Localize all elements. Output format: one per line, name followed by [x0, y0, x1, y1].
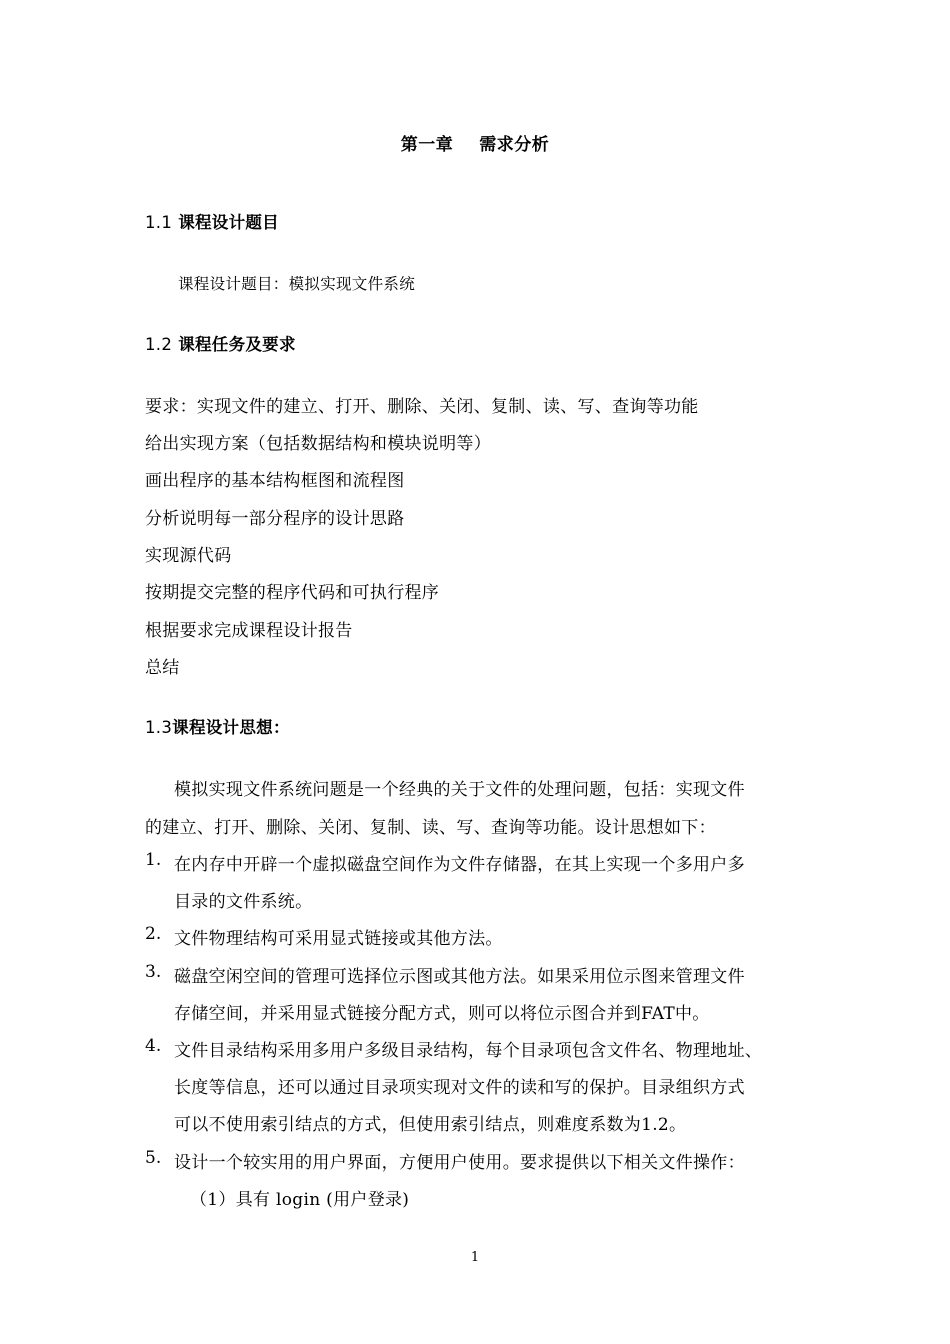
list-item-line: 磁盘空闲空间的管理可选择位示图或其他方法。如果采用位示图来管理文件 [174, 967, 745, 987]
paragraph-line: 模拟实现文件系统问题是一个经典的关于文件的处理问题，包括：实现文件 [174, 780, 745, 800]
list-item: 按期提交完整的程序代码和可执行程序 [145, 583, 440, 603]
list-number: 4. [145, 1036, 162, 1056]
list-item-line: 可以不使用索引结点的方式，但使用索引结点，则难度系数为1.2。 [174, 1115, 687, 1135]
chapter-name: 需求分析 [479, 135, 550, 155]
list-number: 1. [145, 850, 162, 870]
list-item: 要求：实现文件的建立、打开、删除、关闭、复制、读、写、查询等功能 [145, 397, 699, 417]
list-item-line: 目录的文件系统。 [174, 892, 313, 912]
list-item: 实现源代码 [145, 546, 232, 566]
section-title: 课程设计思想： [172, 718, 290, 737]
list-item: 给出实现方案（包括数据结构和模块说明等） [145, 434, 491, 454]
list-number: 5. [145, 1148, 162, 1168]
list-item-line: 文件物理结构可采用显式链接或其他方法。 [174, 929, 503, 949]
list-item-line: 存储空间，并采用显式链接分配方式，则可以将位示图合并到FAT中。 [174, 1004, 710, 1024]
list-item: 画出程序的基本结构框图和流程图 [145, 471, 405, 491]
section-heading-1-1 [145, 209, 279, 233]
section-title: 课程设计题目 [178, 213, 279, 232]
page-number: 1 [470, 1250, 480, 1265]
list-item-line: 在内存中开辟一个虚拟磁盘空间作为文件存储器，在其上实现一个多用户多 [174, 855, 745, 875]
chapter-title [0, 130, 950, 155]
list-item: 总结 [145, 658, 180, 678]
section-number: 1.1 [145, 213, 173, 232]
sub-list-item: （1）具有 login (用户登录) [190, 1190, 410, 1210]
list-item: 根据要求完成课程设计报告 [145, 621, 353, 641]
list-number: 2. [145, 924, 162, 944]
list-item-line: 设计一个较实用的用户界面，方便用户使用。要求提供以下相关文件操作： [174, 1153, 745, 1173]
section-title: 课程任务及要求 [178, 335, 296, 354]
list-item-line: 长度等信息，还可以通过目录项实现对文件的读和写的保护。目录组织方式 [174, 1078, 745, 1098]
paragraph-line: 的建立、打开、删除、关闭、复制、读、写、查询等功能。设计思想如下： [145, 818, 716, 838]
paragraph: 课程设计题目：模拟实现文件系统 [178, 275, 416, 293]
section-heading-1-2 [145, 331, 296, 355]
section-heading-1-3 [145, 714, 290, 738]
list-item: 分析说明每一部分程序的设计思路 [145, 509, 405, 529]
list-item-line: 文件目录结构采用多用户多级目录结构，每个目录项包含文件名、物理地址、 [174, 1041, 763, 1061]
chapter-number: 第一章 [400, 135, 454, 155]
section-number: 1.2 [145, 335, 173, 354]
list-number: 3. [145, 962, 162, 982]
section-number: 1.3 [145, 718, 173, 737]
